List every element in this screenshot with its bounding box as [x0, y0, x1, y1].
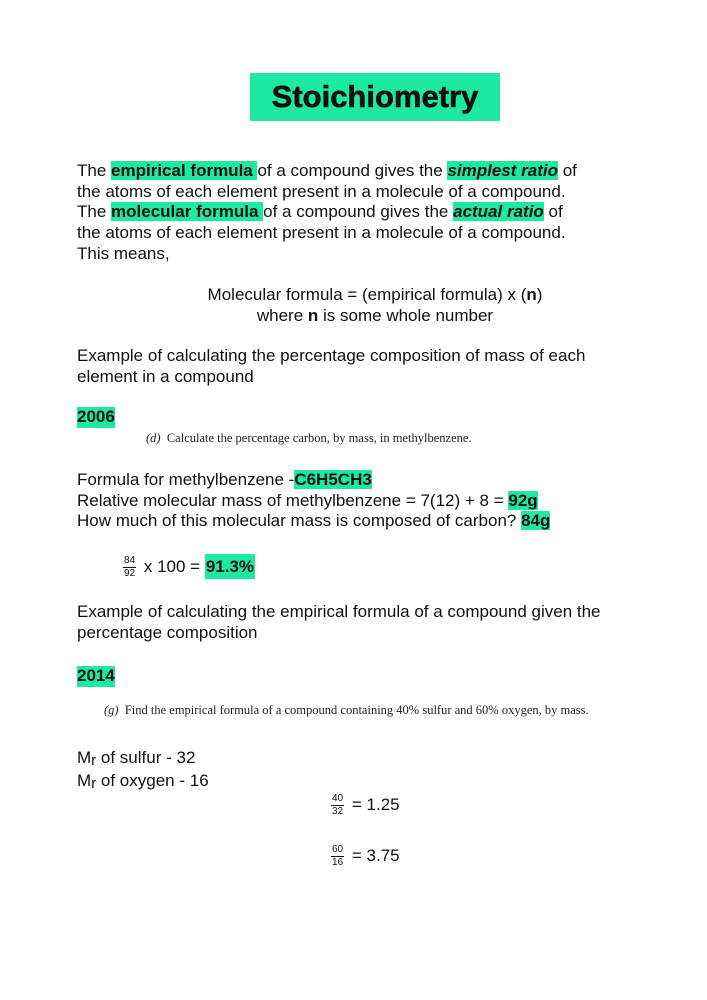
highlight-carbon-mass: 84g	[521, 511, 551, 531]
denominator: 16	[332, 857, 344, 869]
text: percentage composition	[77, 622, 258, 642]
question-label: (d)	[146, 431, 161, 445]
exam-question-d	[146, 428, 472, 449]
fraction	[331, 793, 344, 818]
text: = 1.25	[351, 795, 400, 814]
text: of a compound gives the	[263, 202, 454, 222]
text: of a compound gives the	[257, 161, 448, 180]
highlight-mass: 92g	[508, 490, 538, 510]
text: This means,	[77, 243, 170, 263]
text: of	[557, 161, 577, 180]
text: Molecular formula = (empirical formula) x (	[207, 285, 527, 304]
text: is some whole number	[318, 305, 494, 325]
text: r	[91, 775, 97, 792]
n-variable: n	[307, 305, 319, 325]
question-label: (g)	[104, 703, 119, 717]
text: where	[256, 305, 308, 325]
sulfur-ratio	[331, 791, 400, 819]
text: Example of calculating the percentage composition of mass of each	[77, 346, 586, 365]
text: Formula for methylbenzene -	[77, 470, 295, 489]
highlight-empirical-formula: empirical formula	[111, 161, 258, 180]
highlight-simplest-ratio: simplest ratio	[447, 161, 558, 180]
text: x 100 =	[139, 557, 205, 576]
question-text: Find the empirical formula of a compound containing 40% sulfur and 60% oxygen, by mass.	[124, 703, 589, 717]
molar-masses	[77, 747, 209, 793]
text: element in a compound	[77, 366, 254, 386]
numerator: 60	[332, 844, 344, 856]
text: How much of this molecular mass is composed of carbon?	[77, 511, 522, 531]
numerator: 84	[124, 555, 136, 567]
percentage-calculation	[123, 553, 255, 581]
highlight-result: 91.3%	[205, 554, 255, 579]
text: Example of calculating the empirical formula of a compound given the	[77, 602, 601, 621]
highlight-formula: C6H5CH3	[294, 470, 372, 489]
example2-intro	[77, 602, 601, 643]
text: M	[77, 748, 92, 767]
year-2006: 2006	[77, 407, 115, 426]
text: = 3.75	[351, 846, 400, 865]
denominator: 32	[332, 806, 344, 818]
fraction	[123, 555, 136, 580]
example1-intro	[77, 346, 585, 387]
text: of oxygen - 16	[100, 771, 209, 790]
text: Relative molecular mass of methylbenzene = 7(12) + 8 =	[77, 490, 509, 510]
text: of	[543, 202, 563, 222]
highlight-molecular-formula: molecular formula	[111, 202, 264, 222]
text: the atoms of each element present in a molecule of a compound.	[77, 223, 566, 243]
text: The	[77, 161, 112, 180]
text: the atoms of each element present in a molecule of a compound.	[77, 181, 566, 201]
intro-paragraph	[77, 161, 577, 265]
text: M	[77, 771, 92, 790]
question-text: Calculate the percentage carbon, by mass, in methylbenzene.	[166, 431, 472, 445]
highlight-actual-ratio: actual ratio	[453, 202, 544, 222]
molecular-formula-equation	[0, 285, 707, 326]
text: )	[536, 285, 543, 304]
fraction	[331, 844, 344, 869]
example1-working	[77, 470, 550, 532]
oxygen-ratio	[331, 842, 400, 870]
year-2014: 2014	[77, 666, 115, 685]
text: r	[91, 752, 97, 769]
text: of sulfur - 32	[100, 748, 196, 767]
exam-question-g	[104, 700, 589, 721]
page-title: Stoichiometry	[250, 73, 500, 121]
numerator: 40	[332, 793, 344, 805]
n-variable: n	[526, 285, 537, 304]
text: The	[77, 202, 112, 222]
denominator: 92	[124, 568, 136, 580]
